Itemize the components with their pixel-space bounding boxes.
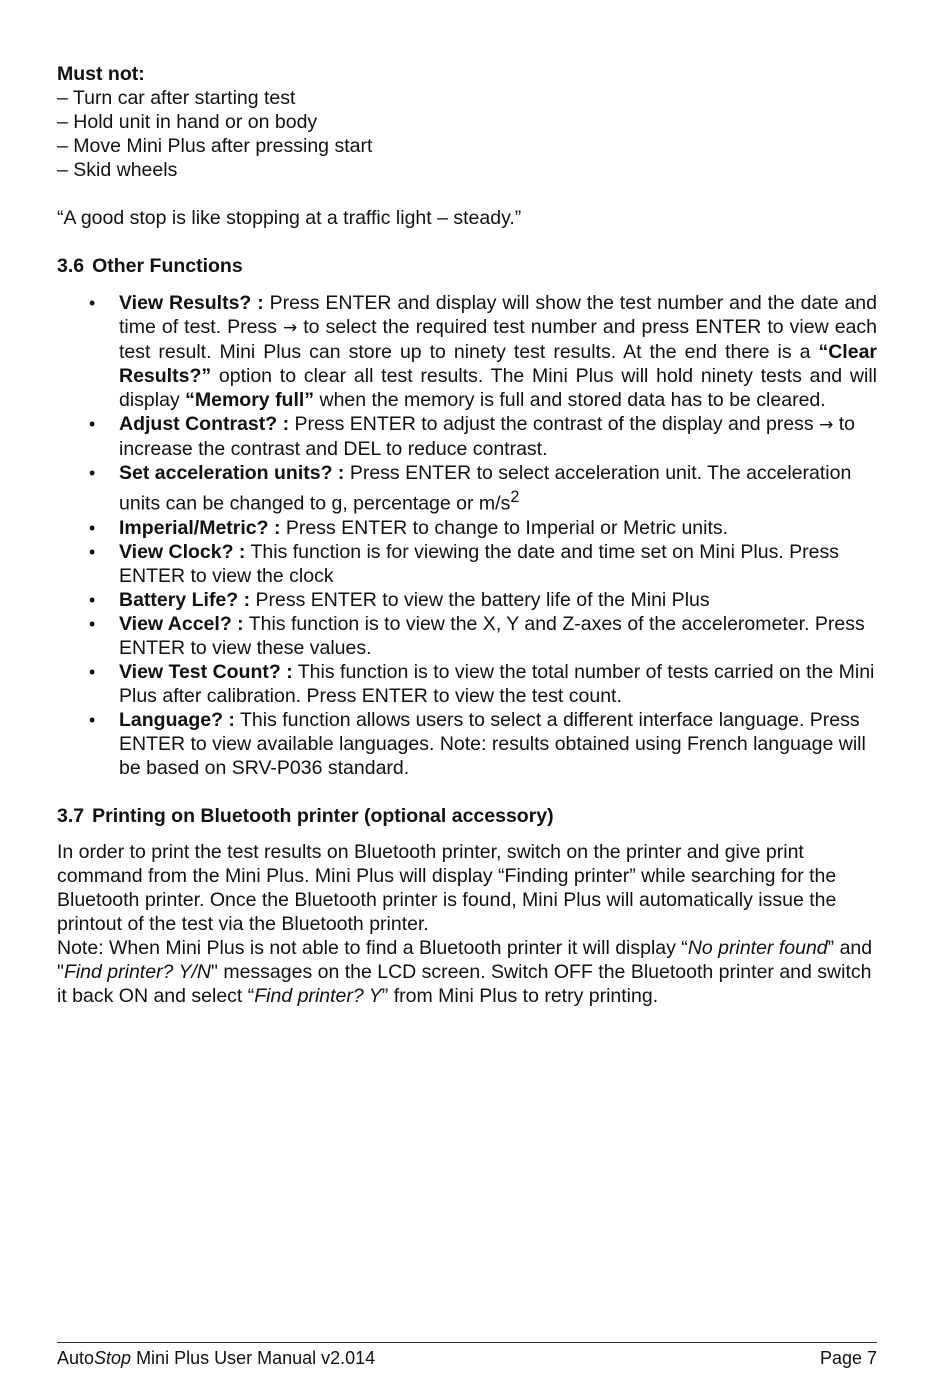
item-label: View Test Count? : (119, 660, 293, 683)
page-footer (57, 1342, 877, 1369)
item-text: Press ENTER to change to Imperial or Metric units. (280, 516, 729, 539)
item-emphasis: “Memory full” (185, 389, 315, 411)
must-not-list (57, 86, 877, 182)
section-number: 3.6 (57, 255, 85, 277)
list-item: – Move Mini Plus after pressing start (57, 135, 373, 157)
item-label: Adjust Contrast? : (119, 413, 290, 435)
note-text: ” from Mini Plus to retry printing. (381, 984, 659, 1007)
item-label: Battery Life? : (119, 588, 251, 611)
section-heading-3-7 (57, 804, 877, 828)
note-text: ” and " (57, 936, 873, 983)
right-arrow-icon: → (282, 318, 298, 338)
item-text: Press ENTER and display will show the test number and the date and time of test. Press (119, 292, 877, 338)
note-italic: Find printer? Y/N (63, 960, 211, 983)
bluetooth-note (57, 936, 877, 1008)
item-emphasis: “Clear Results?” (119, 341, 877, 387)
functions-list (57, 291, 877, 780)
item-text: Press ENTER to select acceleration unit. The acceleration units can be changed to g, percentage or m/s (119, 462, 852, 515)
list-item: – Hold unit in hand or on body (57, 111, 318, 133)
list-item-view-test-count (119, 660, 877, 708)
list-item-language (119, 708, 877, 780)
section-number: 3.7 (57, 804, 85, 827)
note-text: " messages on the LCD screen. Switch OFF the Bluetooth printer and switch it back ON and select “ (57, 960, 872, 1007)
page-number: Page 7 (819, 1348, 877, 1368)
note-text: Note: When Mini Plus is not able to find a Bluetooth printer it will display “ (57, 936, 688, 959)
item-text: Press ENTER to adjust the contrast of the display and press (289, 413, 820, 435)
list-item-adjust-contrast (119, 412, 877, 461)
brand-prefix: Auto (57, 1348, 95, 1368)
list-item-imperial-metric (119, 516, 877, 540)
list-item-view-clock (119, 540, 877, 588)
must-not-title: Must not: (57, 63, 145, 85)
item-text: to select the required test number and press ENTER to view each test result. Mini Plus can store up to ninety test results. At the end there is a (119, 316, 877, 363)
item-label: Imperial/Metric? : (119, 516, 281, 539)
list-item: – Turn car after starting test (57, 87, 296, 109)
note-italic: Find printer? Y (254, 984, 382, 1007)
list-item-accel-units (119, 461, 877, 516)
manual-title: Mini Plus User Manual v2.014 (131, 1348, 376, 1368)
superscript: 2 (510, 488, 520, 506)
item-label: Language? : (119, 708, 235, 731)
item-label: View Clock? : (119, 540, 246, 563)
item-text: when the memory is full and stored data has to be cleared. (314, 389, 826, 411)
right-arrow-icon: → (819, 415, 834, 435)
item-text: Press ENTER to view the battery life of the Mini Plus (250, 588, 710, 611)
item-text: This function allows users to select a different interface language. Press ENTER to view available languages. Note: results obtained using French language will be based on SRV-P036 standard. (119, 708, 866, 779)
section-title: Printing on Bluetooth printer (optional accessory) (92, 804, 554, 827)
item-label: View Accel? : (119, 612, 244, 635)
footer-title (57, 1347, 375, 1369)
bluetooth-paragraph: In order to print the test results on Bluetooth printer, switch on the printer and give print command from the Mini Plus. Mini Plus will display “Finding printer” while searching for the Bluetooth printer. Once the Bluetooth printer is found, Mini Plus will automatically issue the printout of the test via the Bluetooth printer. (57, 840, 837, 935)
item-text: This function is for viewing the date and time set on Mini Plus. Press ENTER to view the clock (119, 540, 840, 587)
list-item: – Skid wheels (57, 159, 178, 181)
item-label: View Results? : (119, 292, 264, 314)
list-item-view-results (119, 291, 877, 412)
item-text: This function is to view the total number of tests carried on the Mini Plus after calibration. Press ENTER to view the test count. (119, 660, 875, 707)
quote: “A good stop is like stopping at a traffic light – steady.” (57, 207, 522, 229)
item-text: to increase the contrast and DEL to reduce contrast. (119, 413, 856, 460)
list-item-view-accel (119, 612, 877, 660)
document-page (57, 62, 877, 1008)
note-italic: No printer found (687, 936, 828, 959)
section-heading-3-6 (57, 254, 877, 278)
item-text: option to clear all test results. The Mini Plus will hold ninety tests and will display (119, 365, 877, 411)
brand-italic: Stop (94, 1348, 132, 1368)
item-label: Set acceleration units? : (119, 462, 345, 484)
item-text: This function is to view the X, Y and Z-axes of the accelerometer. Press ENTER to view these values. (119, 612, 865, 659)
list-item-battery-life (119, 588, 877, 612)
section-title: Other Functions (92, 255, 243, 277)
